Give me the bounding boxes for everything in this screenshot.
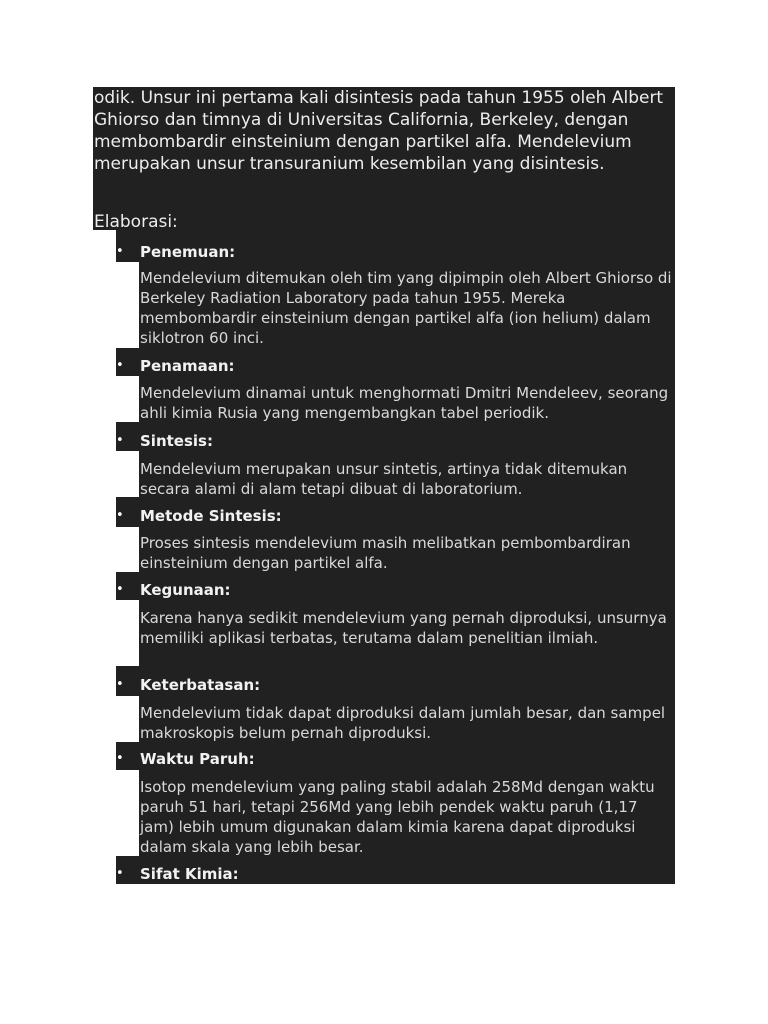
item-title: Metode Sintesis: [140, 507, 282, 525]
item-title: Sifat Kimia: [140, 865, 239, 883]
item-title: Penemuan: [140, 243, 236, 261]
item-description: Mendelevium tidak dapat diproduksi dalam jumlah besar, dan sampel makroskopis belum pernah diproduksi. [140, 704, 666, 742]
item-title: Sintesis: [140, 432, 213, 450]
bullet-icon: • [116, 582, 124, 597]
bullet-icon: • [116, 751, 124, 766]
list-notch [116, 451, 139, 497]
bullet-icon: • [116, 433, 124, 448]
bullet-icon: • [116, 244, 124, 259]
list-notch [116, 696, 139, 742]
bullet-icon: • [116, 508, 124, 523]
item-description: Proses sintesis mendelevium masih melibatkan pembombardiran einsteinium dengan partikel alfa. [140, 534, 631, 572]
list-notch [116, 262, 139, 348]
bullet-icon: • [116, 866, 124, 881]
item-description: Mendelevium merupakan unsur sintetis, artinya tidak ditemukan secara alami di alam tetapi dibuat di laboratorium. [140, 460, 628, 498]
intro-paragraph: odik. Unsur ini pertama kali disintesis pada tahun 1955 oleh Albert Ghiorso dan timnya di Universitas California, Berkeley, dengan membombardir einsteinium dengan partikel alfa. Mendelevium merupakan unsur transuranium kesembilan yang disintesis. [94, 88, 664, 174]
item-title: Keterbatasan: [140, 676, 261, 694]
item-description: Isotop mendelevium yang paling stabil adalah 258Md dengan waktu paruh 51 hari, tetapi 256Md yang lebih pendek waktu paruh (1,17 jam) lebih umum digunakan dalam kimia karena dapat diproduksi dalam skala yang lebih besar. [140, 778, 655, 856]
bullet-icon: • [116, 358, 124, 373]
item-description: Mendelevium dinamai untuk menghormati Dmitri Mendeleev, seorang ahli kimia Rusia yang mengembangkan tabel periodik. [140, 384, 669, 422]
item-title: Kegunaan: [140, 581, 231, 599]
list-notch [116, 376, 139, 422]
bullet-icon: • [116, 677, 124, 692]
item-title: Waktu Paruh: [140, 750, 255, 768]
list-notch [116, 527, 139, 572]
item-description: Mendelevium ditemukan oleh tim yang dipimpin oleh Albert Ghiorso di Berkeley Radiation Laboratory pada tahun 1955. Mereka membombardir einsteinium dengan partikel alfa (ion helium) dalam siklotron 60 inci. [140, 269, 672, 347]
item-description: Karena hanya sedikit mendelevium yang pernah diproduksi, unsurnya memiliki aplikasi terbatas, terutama dalam penelitian ilmiah. [140, 609, 667, 647]
item-title: Penamaan: [140, 357, 235, 375]
elaboration-label: Elaborasi: [94, 212, 178, 232]
list-notch [116, 770, 139, 856]
list-notch [116, 600, 139, 666]
